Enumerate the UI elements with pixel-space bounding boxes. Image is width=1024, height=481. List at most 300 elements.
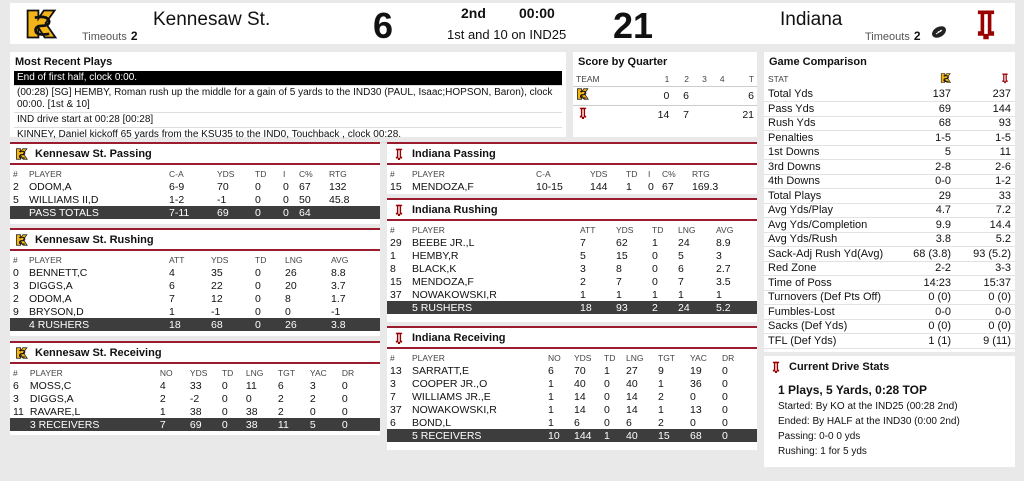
cell: 6-9: [169, 180, 185, 193]
ksu-rushing-title: Kennesaw St. Rushing: [35, 234, 154, 246]
cell: 0: [652, 275, 658, 288]
cell: 7: [616, 275, 622, 288]
home-stat-value: 11: [955, 145, 1015, 160]
cell: 169.3: [692, 180, 719, 193]
home-stat-value: 5.2: [955, 232, 1015, 247]
cell: 40: [574, 377, 586, 390]
cell: 62: [616, 236, 628, 249]
ind-rushing-table: [387, 223, 757, 314]
home-stat-value: 14.4: [955, 218, 1015, 233]
quarter-score: 6: [683, 89, 689, 102]
cell: 8: [390, 262, 396, 275]
play-line[interactable]: KINNEY, Daniel kickoff 65 yards from the KSU35 to the IND0, Touchback , clock 00:28.: [14, 128, 562, 143]
home-stat-value: 1-2: [955, 174, 1015, 189]
cell: 38: [245, 405, 258, 418]
stat-label: Time of Poss: [764, 276, 895, 291]
home-stat-value: 9 (11): [955, 334, 1015, 349]
col-header: TD: [221, 367, 234, 378]
col-header: T: [748, 74, 754, 85]
cell: 68: [687, 429, 719, 442]
indiana-logo-icon: [392, 147, 406, 161]
col-header: ATT: [169, 254, 185, 265]
player-link[interactable]: RAVARE,L: [29, 405, 81, 418]
cell: [387, 301, 409, 314]
cell: 132: [329, 180, 347, 193]
cell: 36: [690, 377, 702, 390]
col-header: TD: [255, 168, 267, 179]
col-header: STAT: [768, 74, 789, 84]
cell: [10, 418, 27, 431]
cell: 0: [255, 266, 261, 279]
home-score: 21: [613, 5, 654, 46]
player-link[interactable]: SARRATT,E: [412, 364, 469, 377]
cell: 2: [658, 390, 664, 403]
game-comparison-title: Game Comparison: [769, 56, 867, 68]
kennesaw-logo-icon: [895, 71, 955, 87]
col-header: 4: [719, 74, 725, 85]
cell: 2: [277, 405, 284, 418]
cell: 7: [169, 292, 175, 305]
cell: 0: [219, 418, 243, 431]
ind-receiving-title: Indiana Receiving: [412, 332, 506, 344]
player-link[interactable]: MENDOZA,F: [412, 275, 474, 288]
total-score: 21: [742, 108, 754, 121]
comparison-row: [764, 305, 1015, 320]
player-link[interactable]: BENNETT,C: [29, 266, 88, 279]
cell: 0: [255, 180, 261, 193]
cell: 27: [626, 364, 638, 377]
col-header: 3: [702, 74, 707, 85]
kennesaw-team-icon: [573, 86, 643, 105]
home-timeouts: Timeouts 2: [865, 29, 921, 43]
player-link[interactable]: MOSS,C: [29, 379, 72, 392]
drive-summary: 1 Plays, 5 Yards, 0:28 TOP: [778, 383, 927, 397]
comparison-row: [764, 247, 1015, 262]
cell: [387, 429, 409, 442]
col-header: TD: [652, 224, 664, 235]
player-link[interactable]: BLACK,K: [412, 262, 457, 275]
kennesaw-logo-icon: [24, 6, 60, 42]
cell: 0: [280, 206, 296, 219]
cell: -2: [189, 392, 200, 405]
away-stat-value: 1 (1): [895, 334, 955, 349]
cell: 8: [285, 292, 291, 305]
col-header: YDS: [616, 224, 634, 235]
ind-passing-title: Indiana Passing: [412, 148, 496, 160]
cell: 6: [678, 262, 684, 275]
cell: 93: [613, 301, 649, 314]
player-link[interactable]: HEMBY,R: [412, 249, 459, 262]
cell: 2: [580, 275, 586, 288]
cell: 11: [275, 418, 307, 431]
col-header: RTG: [329, 168, 347, 179]
cell: 10-15: [536, 180, 563, 193]
table-row: [10, 193, 380, 206]
cell: 2: [13, 292, 19, 305]
comparison-row: [764, 319, 1015, 334]
ind-passing-panel: [387, 142, 757, 194]
cell: 2.7: [716, 262, 731, 275]
stat-label: Penalties: [764, 131, 895, 146]
table-row: [10, 379, 380, 392]
current-drive-title: Current Drive Stats: [789, 361, 890, 373]
player-link[interactable]: WILLIAMS JR.,E: [412, 390, 491, 403]
cell: 1: [652, 236, 658, 249]
cell: 1: [169, 305, 175, 318]
totals-row: [10, 418, 380, 431]
player-link[interactable]: MENDOZA,F: [412, 180, 474, 193]
home-stat-value: 15:37: [955, 276, 1015, 291]
player-link[interactable]: NOWAKOWSKI,R: [412, 403, 497, 416]
cell: 1: [626, 180, 632, 193]
col-header: LNG: [245, 367, 264, 378]
stat-label: Total Plays: [764, 189, 895, 204]
home-stat-value: 1-5: [955, 131, 1015, 146]
col-header: YDS: [189, 367, 208, 378]
comparison-row: [764, 218, 1015, 233]
col-header: C-A: [169, 168, 184, 179]
cell: -1: [331, 305, 341, 318]
cell: 1: [601, 429, 623, 442]
cell: 14: [574, 403, 586, 416]
cell: 2: [159, 392, 166, 405]
table-row: [10, 392, 380, 405]
table-row: [387, 377, 757, 390]
cell: 6: [169, 279, 175, 292]
cell: 38: [189, 405, 202, 418]
away-stat-value: 5: [895, 145, 955, 160]
stat-label: Rush Yds: [764, 116, 895, 131]
col-header: YDS: [211, 254, 229, 265]
cell: 14: [626, 403, 638, 416]
cell: 0: [255, 193, 261, 206]
cell: 3: [580, 262, 586, 275]
indiana-team-icon: [573, 105, 643, 124]
stat-label: 4th Downs: [764, 174, 895, 189]
stat-label: Avg Yds/Rush: [764, 232, 895, 247]
player-link[interactable]: ODOM,A: [29, 180, 72, 193]
player-link[interactable]: DIGGS,A: [29, 392, 74, 405]
cell: 0: [252, 318, 282, 331]
col-header: PLAYER: [412, 352, 445, 363]
cell: 14: [574, 390, 586, 403]
cell: 67: [299, 180, 311, 193]
cell: 0: [722, 364, 728, 377]
cell: 45.8: [329, 193, 350, 206]
recent-plays-panel: [10, 52, 566, 140]
col-header: PLAYER: [29, 168, 62, 179]
cell: 1: [616, 288, 622, 301]
away-stat-value: 0 (0): [895, 319, 955, 334]
cell: 6: [13, 379, 19, 392]
away-stat-value: 69: [895, 102, 955, 117]
home-stat-value: 0-0: [955, 305, 1015, 320]
player-link[interactable]: COOPER JR.,O: [412, 377, 488, 390]
cell: 35: [211, 266, 223, 279]
col-header: AVG: [716, 224, 734, 235]
home-stat-value: 2-6: [955, 160, 1015, 175]
table-row: [387, 416, 757, 429]
stat-label: Fumbles-Lost: [764, 305, 895, 320]
comparison-row: [764, 116, 1015, 131]
cell: [10, 318, 26, 331]
cell: 3 RECEIVERS: [27, 418, 157, 431]
col-header: #: [13, 367, 18, 378]
totals-row: [10, 318, 380, 331]
col-header: YAC: [690, 352, 707, 363]
play-line[interactable]: (00:28) [SG] HEMBY, Roman rush up the middle for a gain of 5 yards to the IND30 (PAUL, Isaac;HOPSON, Baron), clock 00:00. [1st & 10]: [14, 86, 562, 113]
away-stat-value: 9.9: [895, 218, 955, 233]
score-by-quarter-panel: [573, 52, 757, 137]
col-header: LNG: [285, 254, 303, 265]
col-header: TEAM: [576, 74, 600, 85]
indiana-logo-icon: [392, 203, 406, 217]
player-link[interactable]: WILLIAMS II,D: [29, 193, 99, 206]
ksu-receiving-title: Kennesaw St. Receiving: [35, 347, 162, 359]
play-line[interactable]: End of first half, clock 0:00.: [14, 71, 562, 86]
away-stat-value: 68: [895, 116, 955, 131]
cell: 22: [211, 279, 223, 292]
col-header: 1: [664, 74, 670, 85]
col-header: DR: [722, 352, 735, 363]
col-header: TD: [255, 254, 267, 265]
cell: 1-2: [169, 193, 185, 206]
drive-passing: Passing: 0-0 0 yds: [778, 431, 861, 442]
cell: 2: [649, 301, 675, 314]
cell: -1: [211, 305, 221, 318]
drive-rushing: Rushing: 1 for 5 yds: [778, 446, 867, 457]
game-period: 2nd: [461, 5, 486, 21]
away-stat-value: 4.7: [895, 203, 955, 218]
kennesaw-logo-icon: [15, 147, 29, 161]
cell: 8: [616, 262, 622, 275]
home-stat-value: 144: [955, 102, 1015, 117]
comparison-row: [764, 203, 1015, 218]
stat-label: Avg Yds/Completion: [764, 218, 895, 233]
ind-receiving-panel: [387, 326, 757, 450]
cell: 15: [390, 180, 402, 193]
away-stat-value: 0-0: [895, 305, 955, 320]
cell: 15: [655, 429, 687, 442]
cell: 0: [719, 429, 757, 442]
col-header: #: [13, 168, 18, 179]
cell: 0: [652, 249, 658, 262]
player-link[interactable]: BRYSON,D: [29, 305, 84, 318]
cell: 69: [214, 206, 252, 219]
cell: 0: [690, 390, 696, 403]
cell: 0: [604, 416, 610, 429]
player-link[interactable]: BEEBE JR.,L: [412, 236, 475, 249]
home-stat-value: 93 (5.2): [955, 247, 1015, 262]
table-row: [387, 390, 757, 403]
ind-passing-header: [387, 144, 757, 165]
col-header: PLAYER: [412, 224, 445, 235]
col-header: TD: [626, 168, 638, 179]
cell: 3.8: [328, 318, 380, 331]
score-by-quarter-title: Score by Quarter: [578, 56, 668, 68]
cell: 0: [341, 379, 348, 392]
cell: 7: [157, 418, 187, 431]
cell: 33: [189, 379, 202, 392]
indiana-logo-icon: [968, 6, 1004, 42]
comparison-row: [764, 102, 1015, 117]
cell: 3: [309, 379, 316, 392]
cell: 13: [690, 403, 702, 416]
cell: 6: [574, 416, 580, 429]
ksu-receiving-panel: [10, 341, 380, 435]
col-header: YDS: [217, 168, 235, 179]
totals-row: [10, 206, 380, 219]
cell: 3: [390, 377, 396, 390]
cell: 5: [580, 249, 586, 262]
home-stat-value: 0 (0): [955, 319, 1015, 334]
comparison-row: [764, 160, 1015, 175]
ksu-passing-title: Kennesaw St. Passing: [35, 148, 152, 160]
cell: 0: [722, 416, 728, 429]
ksu-rushing-header: [10, 230, 380, 251]
cell: 0: [341, 392, 348, 405]
play-line[interactable]: IND drive start at 00:28 [00:28]: [14, 113, 562, 128]
col-header: PLAYER: [29, 367, 63, 378]
cell: 0: [309, 405, 316, 418]
comparison-row: [764, 276, 1015, 291]
stat-label: Red Zone: [764, 261, 895, 276]
cell: 7: [678, 275, 684, 288]
col-header: I: [283, 168, 286, 179]
table-row: [387, 236, 757, 249]
away-stat-value: 68 (3.8): [895, 247, 955, 262]
player-link[interactable]: ODOM,A: [29, 292, 72, 305]
cell: 12: [211, 292, 223, 305]
cell: 24: [675, 301, 713, 314]
table-row: [10, 305, 380, 318]
player-link[interactable]: BOND,L: [412, 416, 452, 429]
col-header: LNG: [678, 224, 696, 235]
cell: 1: [604, 364, 610, 377]
cell: 1: [658, 403, 664, 416]
table-row: [387, 249, 757, 262]
drive-ended: Ended: By HALF at the IND30 (0:00 2nd): [778, 416, 960, 427]
cell: 3.5: [716, 275, 731, 288]
away-team-name: Kennesaw St.: [153, 9, 271, 30]
cell: 1: [716, 288, 722, 301]
cell: 0: [245, 392, 252, 405]
comparison-row: [764, 232, 1015, 247]
cell: 8.9: [716, 236, 731, 249]
cell: 0: [648, 180, 654, 193]
cell: 0: [221, 392, 228, 405]
ind-rushing-panel: [387, 198, 757, 322]
col-header: #: [13, 254, 18, 265]
cell: 0: [722, 403, 728, 416]
cell: 0: [604, 377, 610, 390]
cell: 0: [339, 418, 380, 431]
quarter-score: 14: [657, 108, 670, 121]
cell: 24: [678, 236, 690, 249]
cell: 50: [299, 193, 311, 206]
cell: 9: [658, 364, 664, 377]
current-drive-panel: [764, 356, 1015, 467]
cell: 0: [283, 180, 289, 193]
stat-label: Sacks (Def Yds): [764, 319, 895, 334]
cell: 11: [13, 405, 24, 418]
recent-plays-title: Most Recent Plays: [15, 56, 113, 68]
cell: 1: [548, 390, 554, 403]
col-header: AVG: [331, 254, 349, 265]
cell: 70: [217, 180, 229, 193]
comparison-row: [764, 145, 1015, 160]
cell: 29: [390, 236, 402, 249]
ksu-receiving-header: [10, 343, 380, 364]
cell: 5.2: [713, 301, 757, 314]
table-row: [10, 405, 380, 418]
home-stat-value: 7.2: [955, 203, 1015, 218]
home-stat-value: 3-3: [955, 261, 1015, 276]
table-row: [10, 279, 380, 292]
cell: 40: [623, 429, 655, 442]
cell: 8.8: [331, 266, 346, 279]
cell: 2: [658, 416, 664, 429]
cell: 0: [255, 305, 261, 318]
ind-receiving-table: [387, 351, 757, 442]
player-link[interactable]: NOWAKOWSKI,R: [412, 288, 497, 301]
cell: 26: [282, 318, 328, 331]
cell: 38: [243, 418, 275, 431]
total-score: 6: [748, 89, 754, 102]
home-stat-value: 0 (0): [955, 290, 1015, 305]
cell: [10, 206, 26, 219]
away-stat-value: 2-2: [895, 261, 955, 276]
away-stat-value: 0-0: [895, 174, 955, 189]
cell: 7: [390, 390, 396, 403]
cell: 1: [580, 288, 586, 301]
cell: 20: [285, 279, 297, 292]
ind-receiving-header: [387, 328, 757, 349]
cell: 3: [716, 249, 722, 262]
cell: 37: [390, 288, 402, 301]
quarter-score: 7: [683, 108, 689, 121]
table-row: [10, 266, 380, 279]
cell: 7-11: [166, 206, 214, 219]
ind-passing-table: [387, 167, 757, 193]
cell: 0: [221, 405, 228, 418]
col-header: NO: [548, 352, 561, 363]
cell: 7: [580, 236, 586, 249]
cell: 5: [678, 249, 684, 262]
cell: 6: [626, 416, 632, 429]
player-link[interactable]: DIGGS,A: [29, 279, 73, 292]
quarter-score: 0: [663, 89, 670, 102]
down-and-distance: 1st and 10 on IND25: [447, 27, 567, 42]
cell: 144: [571, 429, 601, 442]
cell: 0: [722, 377, 728, 390]
cell: 1: [159, 405, 166, 418]
cell: 6: [390, 416, 396, 429]
ind-rushing-header: [387, 200, 757, 221]
quarter-score: [692, 105, 710, 124]
totals-row: [387, 301, 757, 314]
away-timeouts: Timeouts 2: [82, 29, 138, 43]
comparison-row: [764, 174, 1015, 189]
stat-label: Avg Yds/Play: [764, 203, 895, 218]
cell: 1: [390, 249, 396, 262]
cell: 15: [616, 249, 628, 262]
quarter-score: [692, 86, 710, 105]
col-header: TD: [604, 352, 616, 363]
away-stat-value: 1-5: [895, 131, 955, 146]
cell: -1: [217, 193, 227, 206]
cell: 6: [548, 364, 554, 377]
